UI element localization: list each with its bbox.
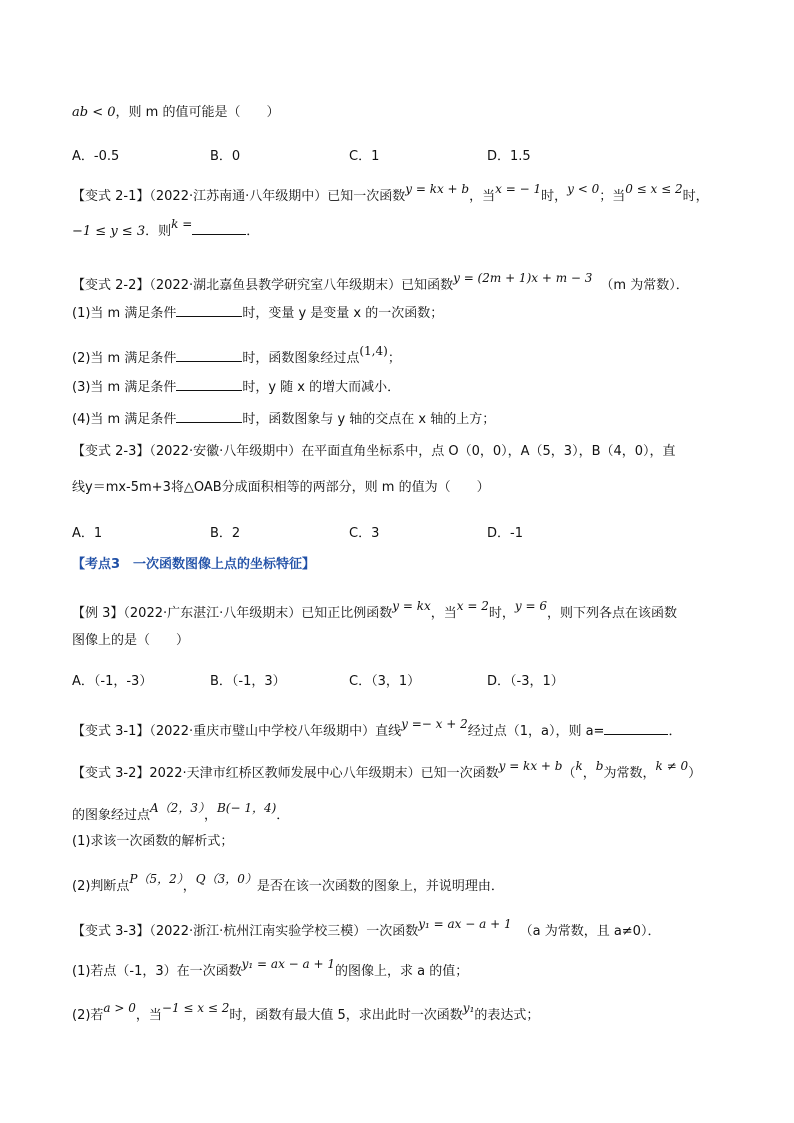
question-text: 为常数， xyxy=(603,766,656,781)
math-expression: y = kx xyxy=(392,599,431,613)
question-text: 经过点（1，a），则 a= xyxy=(467,724,605,739)
math-expression: y = kx + b xyxy=(405,182,470,196)
question-source: （2022·重庆市璧山中学校八年级期中）直线 xyxy=(149,724,402,739)
example-3-line-2: 图像上的是（ ） xyxy=(72,633,190,648)
question-text: ；当 xyxy=(599,189,626,204)
question-text: ， xyxy=(582,766,596,781)
variant-2-2-line-1 xyxy=(72,271,689,295)
question-text: ，当 xyxy=(469,189,496,204)
question-text: (2)若 xyxy=(72,1008,104,1023)
question-text: 时，变量 y 是变量 x 的一次函数； xyxy=(242,306,444,321)
math-expression: B(− 1，4) xyxy=(216,801,277,815)
answer-blank xyxy=(176,348,242,362)
math-expression: x = − 1 xyxy=(495,182,542,196)
variant-3-2-sub-2 xyxy=(72,872,504,896)
question-source: （2022·广东湛江·八年级期末）已知正比例函数 xyxy=(123,606,393,621)
variant-tag: 【变式 3-3】 xyxy=(72,924,150,939)
variant-2-2-sub-4 xyxy=(72,409,495,429)
variant-3-3-sub-2 xyxy=(72,1001,540,1025)
question-text: ．则 xyxy=(145,224,172,239)
variant-tag: 【变式 2-3】 xyxy=(72,444,150,459)
option-b: B．（-1，3） xyxy=(210,674,286,689)
math-expression: −1 ≤ y ≤ 3 xyxy=(72,224,146,239)
question-text: (3)当 m 满足条件 xyxy=(72,380,177,395)
question-text: 时，函数图象经过点 xyxy=(242,351,360,366)
question-continuation xyxy=(72,104,279,122)
question-text: （ xyxy=(562,766,576,781)
question-text: 是否在该一次函数的图象上，并说明理由． xyxy=(256,879,504,894)
answer-blank xyxy=(176,377,242,391)
question-text: ． xyxy=(276,808,290,823)
math-expression: (1,4) xyxy=(359,344,388,358)
variant-tag: 【变式 2-1】 xyxy=(72,189,150,204)
variant-3-2-line-1 xyxy=(72,759,702,783)
variant-3-1 xyxy=(72,717,682,741)
option-d: D．-1 xyxy=(487,526,523,541)
question-text: （a 为常数，且 a≠0）． xyxy=(519,924,661,939)
variant-2-1-line-1 xyxy=(72,182,709,206)
option-a: A．1 xyxy=(72,526,103,541)
math-expression: y = (2m + 1)x + m − 3 xyxy=(453,271,593,285)
answer-blank xyxy=(176,303,242,317)
section-heading: 【考点3 一次函数图像上点的坐标特征】 xyxy=(72,557,316,572)
math-expression: k = xyxy=(171,217,193,231)
math-expression: y₁ xyxy=(462,1001,475,1015)
variant-2-3-line-1 xyxy=(72,443,676,461)
variant-3-3-line-1 xyxy=(72,917,661,941)
option-a: A．（-1，-3） xyxy=(72,674,153,689)
question-text: 的表达式； xyxy=(474,1008,540,1023)
answer-blank xyxy=(192,221,246,235)
variant-tag: 【变式 3-2】 xyxy=(72,766,150,781)
question-text: (2)当 m 满足条件 xyxy=(72,351,177,366)
variant-2-1-line-2 xyxy=(72,217,260,241)
variant-2-2-sub-3 xyxy=(72,377,400,397)
option-b: B．0 xyxy=(210,149,241,164)
math-expression: A（2，3） xyxy=(150,801,204,815)
example-3-line-1 xyxy=(72,599,678,623)
option-c: C．3 xyxy=(349,526,380,541)
question-text: ， xyxy=(203,808,217,823)
math-expression: y < 0 xyxy=(567,182,600,196)
answer-blank xyxy=(176,409,242,423)
math-expression: y = 6 xyxy=(514,599,548,613)
question-text: 时， xyxy=(488,606,515,621)
variant-2-3-line-2 xyxy=(72,479,490,497)
question-text: （m 为常数）． xyxy=(600,278,689,293)
math-expression: P（5，2） xyxy=(129,872,183,886)
math-expression: y₁ = ax − a + 1 xyxy=(241,957,336,971)
question-source: （2022·浙江·杭州江南实验学校三模）一次函数 xyxy=(149,924,419,939)
question-text: （2022·安徽·八年级期中）在平面直角坐标系中，点 O（0，0），A（5，3），B（4，0），直 xyxy=(149,444,676,459)
question-text: (1)当 m 满足条件 xyxy=(72,306,177,321)
example-tag: 【例 3】 xyxy=(72,606,124,621)
question-text: ． xyxy=(246,224,260,239)
math-expression: y = kx + b xyxy=(498,759,563,773)
math-expression: y₁ = ax − a + 1 xyxy=(418,917,512,931)
option-c: C．（3，1） xyxy=(349,674,421,689)
variant-2-2-sub-1 xyxy=(72,303,443,323)
variant-3-2-sub-1: (1)求该一次函数的解析式； xyxy=(72,834,234,849)
variant-tag: 【变式 2-2】 xyxy=(72,278,150,293)
question-text: (4)当 m 满足条件 xyxy=(72,412,177,427)
question-text: ） xyxy=(688,766,702,781)
question-text: ． xyxy=(668,724,682,739)
question-text: (2)判断点 xyxy=(72,879,130,894)
math-expression: y =− x + 2 xyxy=(401,717,468,731)
math-expression: a > 0 xyxy=(103,1001,136,1015)
option-a: A．-0.5 xyxy=(72,149,120,164)
variant-3-3-sub-1 xyxy=(72,957,469,981)
variant-3-2-line-2 xyxy=(72,801,290,825)
question-text: ，当 xyxy=(430,606,457,621)
answer-blank xyxy=(604,721,668,735)
question-text: ，则 m 的值可能是（ ） xyxy=(115,105,280,120)
variant-tag: 【变式 3-1】 xyxy=(72,724,150,739)
math-expression: 0 ≤ x ≤ 2 xyxy=(625,182,683,196)
math-expression: −1 ≤ x ≤ 2 xyxy=(161,1001,230,1015)
math-expression: Q（3，0） xyxy=(195,872,257,886)
math-expression: b xyxy=(595,759,604,773)
question-text: 时， xyxy=(682,189,709,204)
question-text: ， xyxy=(182,879,196,894)
question-source: 2022·天津市红桥区教师发展中心八年级期末）已知一次函数 xyxy=(149,766,499,781)
question-text: 线y＝mx-5m+3将△OAB分成面积相等的两部分，则 m 的值为（ ） xyxy=(72,480,490,495)
option-d: D．（-3，1） xyxy=(487,674,564,689)
math-expression: k xyxy=(575,759,583,773)
question-source: （2022·江苏南通·八年级期中）已知一次函数 xyxy=(149,189,406,204)
question-text: 时，函数图象与 y 轴的交点在 x 轴的上方； xyxy=(242,412,496,427)
option-b: B．2 xyxy=(210,526,241,541)
variant-2-2-sub-2 xyxy=(72,344,401,368)
question-text: ，当 xyxy=(135,1008,162,1023)
math-expression: k ≠ 0 xyxy=(655,759,689,773)
question-text: 的图象经过点 xyxy=(72,808,151,823)
question-text: ； xyxy=(387,351,401,366)
question-text: 时， xyxy=(541,189,568,204)
option-d: D．1.5 xyxy=(487,149,531,164)
question-source: （2022·湖北嘉鱼县教学研究室八年级期末）已知函数 xyxy=(149,278,454,293)
math-expression: x = 2 xyxy=(456,599,489,613)
question-text: 时，函数有最大值 5，求出此时一次函数 xyxy=(229,1008,463,1023)
math-expression: ab < 0 xyxy=(72,105,116,120)
option-c: C．1 xyxy=(349,149,380,164)
question-text: (1)若点（-1，3）在一次函数 xyxy=(72,964,242,979)
question-text: ，则下列各点在该函数 xyxy=(547,606,678,621)
question-text: 的图像上，求 a 的值； xyxy=(335,964,469,979)
question-text: 时，y 随 x 的增大而减小． xyxy=(242,380,401,395)
